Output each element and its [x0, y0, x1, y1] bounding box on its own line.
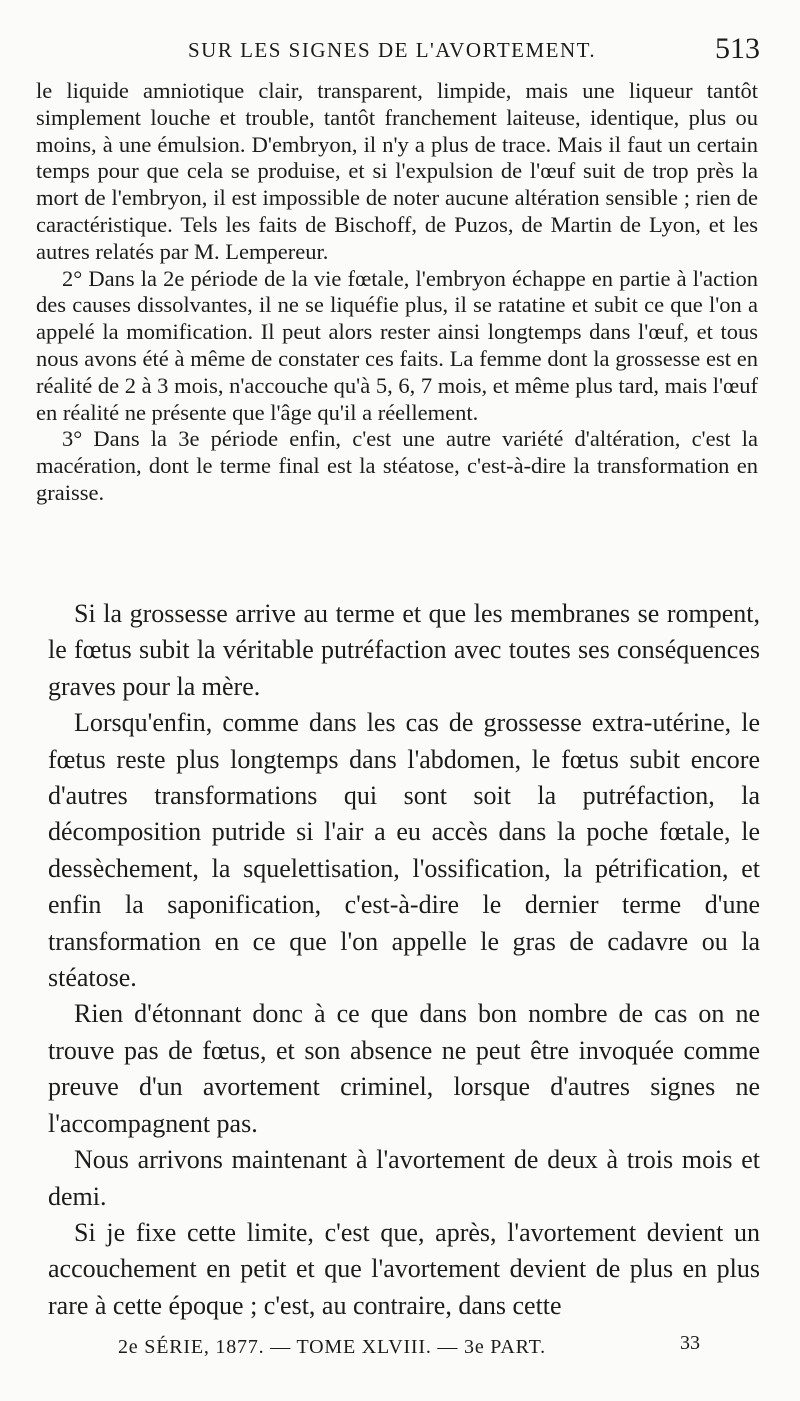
page-footer [118, 1332, 700, 1366]
small-print-section [36, 78, 758, 507]
running-title: SUR LES SIGNES DE L'AVORTEMENT. [188, 38, 597, 62]
paragraph: Si la grossesse arrive au terme et que les membranes se rompent, le fœtus subit la véritable putréfaction avec toutes ses conséquences graves pour la mère. [48, 599, 760, 701]
paragraph: Nous arrivons maintenant à l'avortement de deux à trois mois et demi. [48, 1145, 760, 1211]
paragraph: Lorsqu'enfin, comme dans les cas de grossesse extra-utérine, le fœtus reste plus longtemps dans l'abdomen, le fœtus subit encore d'autres transformations qui sont soit la putréfaction, la décomposition putride si l'air a eu accès dans la poche fœtale, le dessèchement, la squelettisation, l'ossification, la pétrification, et enfin la saponification, c'est-à-dire le dernier terme d'une transformation en ce que l'on appelle le gras de cadavre ou la stéatose. [48, 708, 760, 993]
paragraph: 2° Dans la 2e période de la vie fœtale, l'embryon échappe en partie à l'action des causes dissolvantes, il ne se liquéfie plus, il se ratatine et subit ce que l'on a appelé la momification. Il peut alors rester ainsi longtemps dans l'œuf, et tous nous avons été à même de constater ces faits. La femme dont la grossesse est en réalité de 2 à 3 mois, n'accouche qu'à 5, 6, 7 mois, et même plus tard, mais l'œuf en réalité ne présente que l'âge qu'il a réellement. [36, 265, 758, 425]
main-text-section [48, 596, 760, 1324]
signature-mark: 33 [680, 1332, 700, 1354]
paragraph: Rien d'étonnant donc à ce que dans bon nombre de cas on ne trouve pas de fœtus, et son absence ne peut être invoquée comme preuve d'un avortement criminel, lorsque d'autres signes ne l'accompagnent pas. [48, 999, 760, 1138]
paragraph: 3° Dans la 3e période enfin, c'est une autre variété d'altération, c'est la macération, dont le terme final est la stéatose, c'est-à-dire la transformation en graisse. [36, 426, 758, 505]
paragraph: le liquide amniotique clair, transparent, limpide, mais une liqueur tantôt simplement louche et trouble, tantôt franchement laiteuse, identique, plus ou moins, à une émulsion. D'embryon, il n'y a plus de trace. Mais il faut un certain temps pour que cela se produise, et si l'expulsion de l'œuf suit de trop près la mort de l'embryon, il est impossible de noter aucune altération sensible ; rien de caractéristique. Tels les faits de Bischoff, de Puzos, de Martin de Lyon, et les autres relatés par M. Lempereur. [36, 78, 758, 264]
paragraph: Si je fixe cette limite, c'est que, après, l'avortement devient un accouchement en petit et que l'avortement devient de plus en plus rare à cette époque ; c'est, au contraire, dans cette [48, 1217, 760, 1320]
page-number: 513 [715, 32, 760, 65]
series-info: 2e SÉRIE, 1877. — TOME XLVIII. — 3e PART. [118, 1336, 546, 1358]
page-header [38, 32, 760, 72]
